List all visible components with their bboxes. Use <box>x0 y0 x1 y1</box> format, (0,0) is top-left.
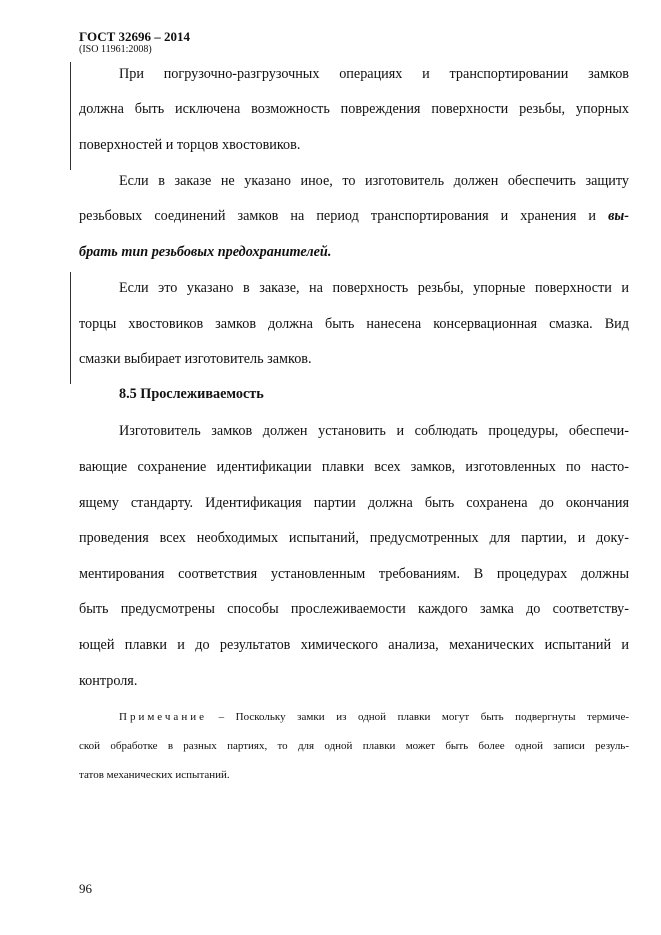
iso-reference: (ISO 11961:2008) <box>79 44 152 55</box>
paragraph-line: вающие сохранение идентификации плавки всех замков, изготовленных по насто- <box>79 459 629 475</box>
paragraph-line: контроля. <box>79 673 138 689</box>
paragraph-line: торцы хвостовиков замков должна быть нанесена консервационная смазка. Вид <box>79 316 629 332</box>
note-line: татов механических испытаний. <box>79 769 230 781</box>
paragraph-line: быть предусмотрены способы прослеживаемости каждого замка до соответству- <box>79 601 629 617</box>
note-label: Примечание <box>119 711 207 723</box>
paragraph-line: смазки выбирает изготовитель замков. <box>79 351 312 367</box>
paragraph-line <box>79 209 629 223</box>
paragraph-text: резьбовых соединений замков на период транспортирования и хранения и <box>79 208 597 224</box>
paragraph-line: поверхностей и торцов хвостовиков. <box>79 137 301 153</box>
paragraph-line: ящему стандарту. Идентификация партии должна быть сохранена до окончания <box>79 495 629 511</box>
paragraph-line: Если это указано в заказе, на поверхность резьбы, упорные поверхности и <box>119 280 629 296</box>
paragraph-line: должна быть исключена возможность повреждения поверхности резьбы, упорных <box>79 101 629 117</box>
note-line: ской обработке в разных партиях, то для одной плавки может быть более одной записи резуль- <box>79 740 629 752</box>
revision-bar <box>70 272 71 384</box>
standard-code: ГОСТ 32696 – 2014 <box>79 29 191 44</box>
note-line <box>119 712 629 723</box>
paragraph-line: ющей плавки и до результатов химического анализа, механических испытаний и <box>79 637 629 653</box>
paragraph-line: проведения всех необходимых испытаний, предусмотренных для партии, и доку- <box>79 530 629 546</box>
page-number: 96 <box>79 881 92 896</box>
paragraph-line: При погрузочно-разгрузочных операциях и транспортировании замков <box>119 66 629 82</box>
paragraph-line: ментирования соответствия установленным требованиям. В процедурах должны <box>79 566 629 582</box>
emphasis-text: вы- <box>608 208 629 224</box>
section-heading: 8.5 Прослеживаемость <box>119 386 264 402</box>
paragraph-line: Если в заказе не указано иное, то изготовитель должен обеспечить защиту <box>119 173 629 189</box>
document-header <box>79 30 190 55</box>
note-text: – Поскольку замки из одной плавки могут быть подвергнуты термиче- <box>206 711 629 723</box>
emphasis-line: брать тип резьбовых предохранителей. <box>79 244 332 260</box>
revision-bar <box>70 62 71 170</box>
paragraph-line: Изготовитель замков должен установить и соблюдать процедуры, обеспечи- <box>119 423 629 439</box>
